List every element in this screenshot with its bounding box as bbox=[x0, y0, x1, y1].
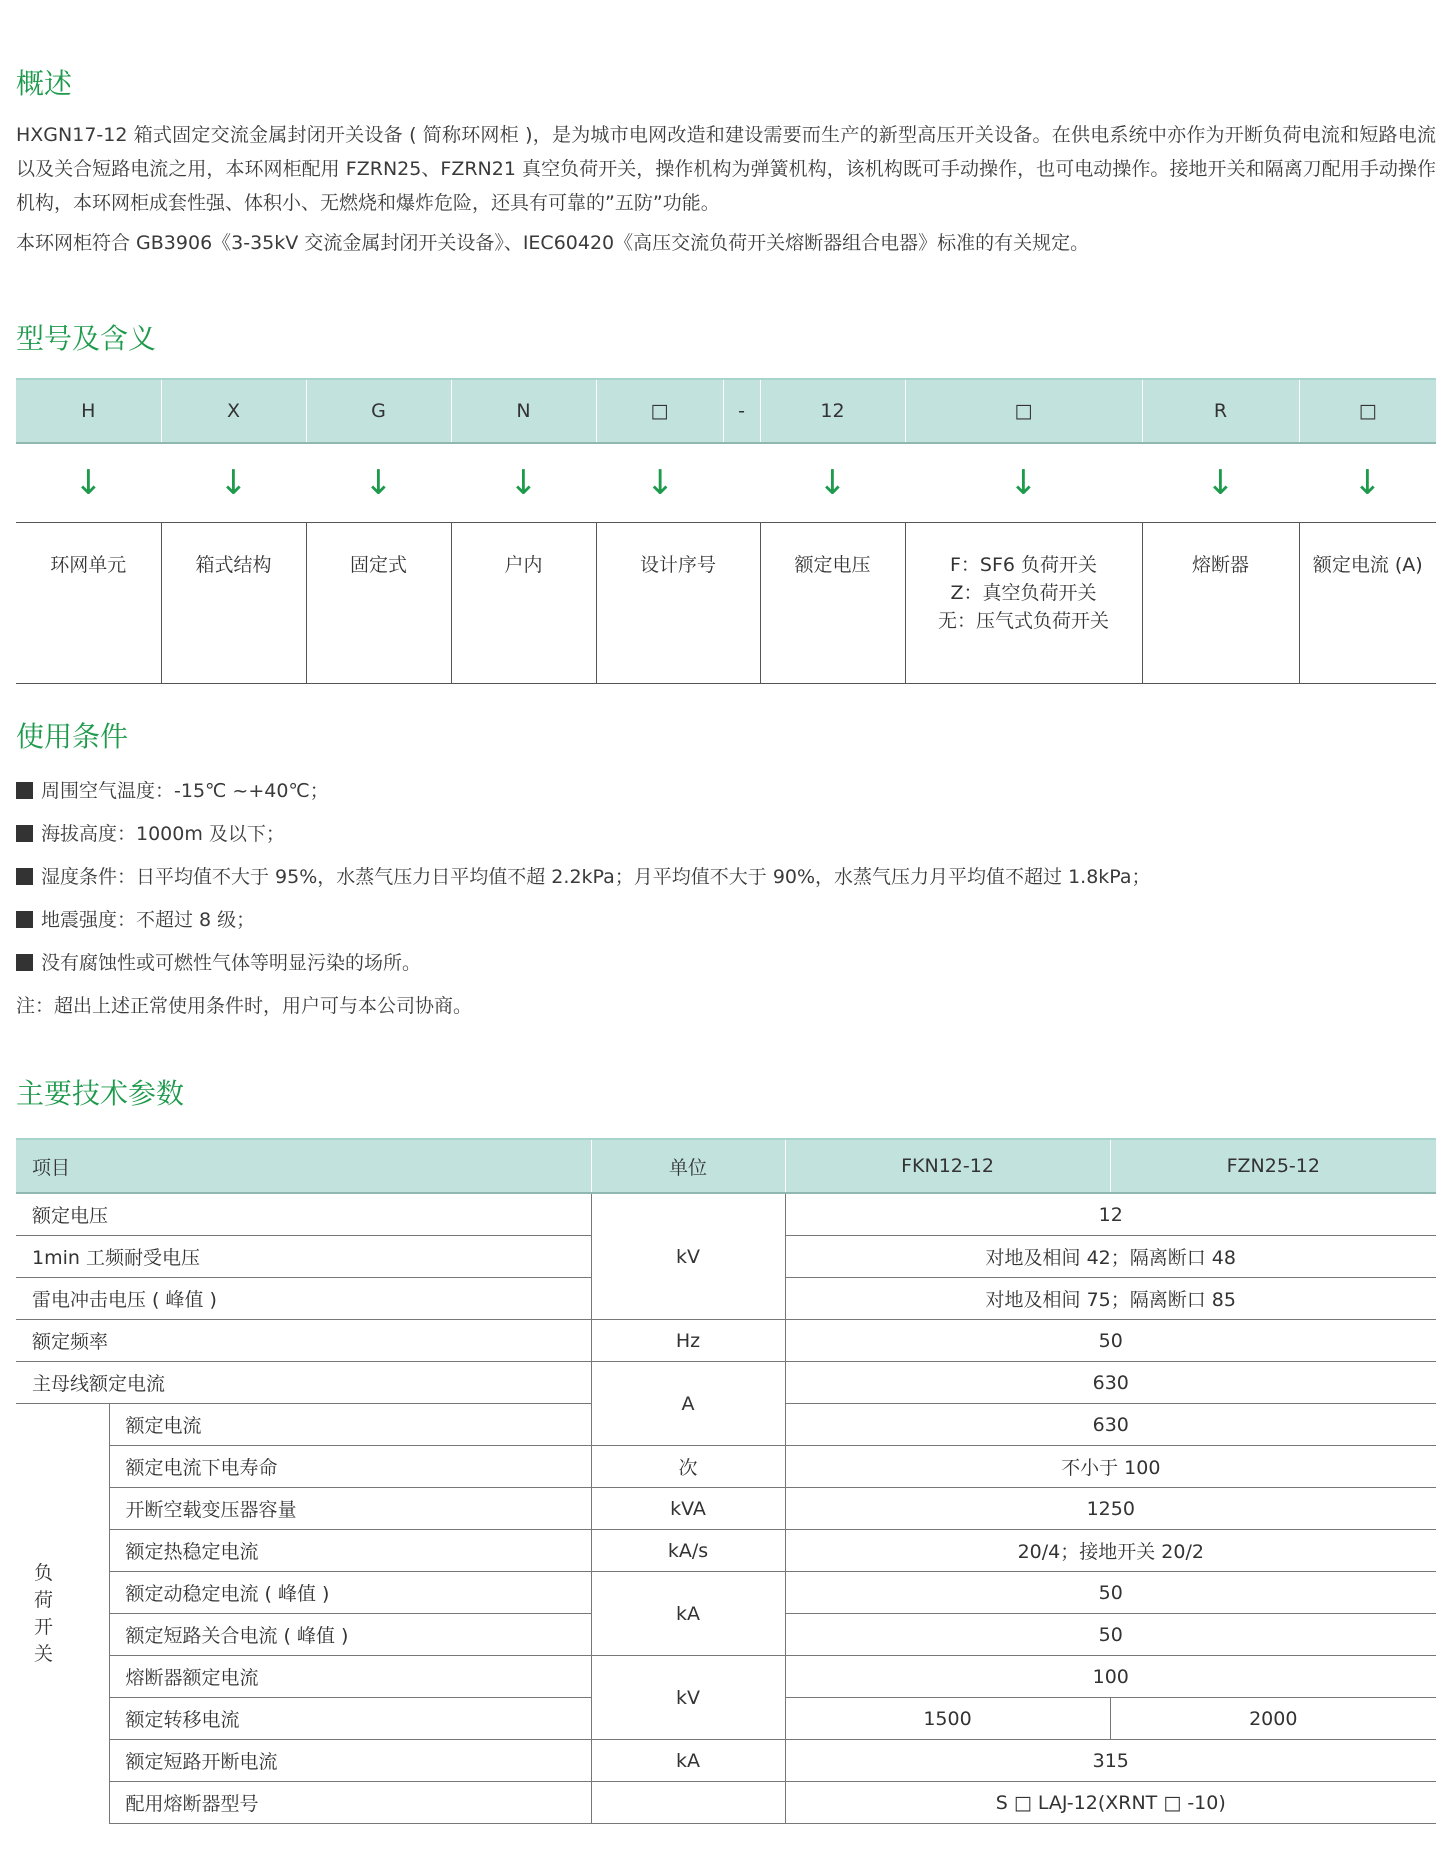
header-unit: 单位 bbox=[591, 1139, 785, 1193]
table-row: 额定短路开断电流 kA 315 bbox=[16, 1740, 1436, 1782]
list-item: 海拔高度：1000m 及以下； bbox=[16, 813, 1151, 856]
overview-paragraph-1: HXGN17-12 箱式固定交流金属封闭开关设备 ( 简称环网柜 )，是为城市电网改造和建设需要而生产的新型高压开关设备。在供电系统中亦作为开断负荷电流和短路电流以及关合短路电流之用，本环网柜配用 FZRN25、FZRN21 真空负荷开关，操作机构为弹簧机构，该机构既可手动操作，也可电动操作。接地开关和隔离刀配用手动操作机构，本环网柜成套性强、体积小、无燃烧和爆炸危险，还具有可靠的”五防”功能。 bbox=[16, 124, 1436, 214]
conditions-list bbox=[16, 770, 1151, 1028]
switch-type-none: 无：压气式负荷开关 bbox=[937, 610, 1109, 632]
meaning-fuse: 熔断器 bbox=[1142, 523, 1299, 684]
meaning-switch-type bbox=[905, 523, 1142, 684]
overview-paragraph-2: 本环网柜符合 GB3906《3-35kV 交流金属封闭开关设备》、IEC60420《高压交流负荷开关熔断器组合电器》标准的有关规定。 bbox=[16, 232, 1090, 254]
bullet-square-icon bbox=[16, 954, 33, 971]
arrow-down-icon: ↓ bbox=[905, 443, 1142, 523]
bullet-square-icon bbox=[16, 911, 33, 928]
bullet-square-icon bbox=[16, 825, 33, 842]
table-row: 开断空载变压器容量 kVA 1250 bbox=[16, 1488, 1436, 1530]
arrow-down-icon: ↓ bbox=[596, 443, 760, 523]
table-row: 额定频率 Hz 50 bbox=[16, 1320, 1436, 1362]
table-row: 主母线额定电流 A 630 bbox=[16, 1362, 1436, 1404]
arrow-down-icon: ↓ bbox=[161, 443, 306, 523]
meaning-indoor: 户内 bbox=[451, 523, 596, 684]
header-fzn: FZN25-12 bbox=[1110, 1139, 1436, 1193]
conditions-note: 注：超出上述正常使用条件时，用户可与本公司协商。 bbox=[16, 995, 473, 1017]
model-code-n: N bbox=[451, 379, 596, 443]
list-item: 周围空气温度：-15℃ ~+40℃； bbox=[16, 770, 1151, 813]
arrow-down-icon: ↓ bbox=[1299, 443, 1436, 523]
bullet-square-icon bbox=[16, 868, 33, 885]
table-row: 额定电流下电寿命 次 不小于 100 bbox=[16, 1446, 1436, 1488]
table-row: 熔断器额定电流 kV 100 bbox=[16, 1656, 1436, 1698]
table-row: 额定电压 kV 12 bbox=[16, 1193, 1436, 1236]
meaning-fixed: 固定式 bbox=[306, 523, 451, 684]
model-heading: 型号及含义 bbox=[16, 322, 157, 355]
params-table bbox=[16, 1138, 1436, 1824]
model-code-switch: □ bbox=[905, 379, 1142, 443]
model-code-current: □ bbox=[1299, 379, 1436, 443]
overview-heading: 概述 bbox=[16, 67, 73, 100]
table-row: 额定热稳定电流 kA/s 20/4；接地开关 20/2 bbox=[16, 1530, 1436, 1572]
model-code-design: □ bbox=[596, 379, 723, 443]
header-fkn: FKN12-12 bbox=[785, 1139, 1110, 1193]
table-row: 雷电冲击电压 ( 峰值 ) 对地及相间 75；隔离断口 85 bbox=[16, 1278, 1436, 1320]
switch-type-f: F：SF6 负荷开关 bbox=[949, 554, 1098, 576]
table-row: 额定转移电流 1500 2000 bbox=[16, 1698, 1436, 1740]
list-item: 地震强度：不超过 8 级； bbox=[16, 899, 1151, 942]
header-item: 项目 bbox=[16, 1139, 591, 1193]
meaning-rated-voltage: 额定电压 bbox=[760, 523, 905, 684]
arrow-down-icon: ↓ bbox=[1142, 443, 1299, 523]
meaning-rated-current: 额定电流 (A) bbox=[1299, 523, 1436, 684]
switch-type-z: Z：真空负荷开关 bbox=[950, 582, 1097, 604]
model-code-r: R bbox=[1142, 379, 1299, 443]
model-table bbox=[16, 378, 1436, 684]
arrow-down-icon: ↓ bbox=[306, 443, 451, 523]
meaning-design-no: 设计序号 bbox=[596, 523, 760, 684]
meaning-ring-unit: 环网单元 bbox=[16, 523, 161, 684]
table-row: 额定动稳定电流 ( 峰值 ) kA 50 bbox=[16, 1572, 1436, 1614]
model-code-g: G bbox=[306, 379, 451, 443]
group-label-load-switch: 负荷开关 bbox=[16, 1404, 109, 1824]
list-item: 湿度条件：日平均值不大于 95%，水蒸气压力日平均值不超 2.2kPa；月平均值不大于 90%，水蒸气压力月平均值不超过 1.8kPa； bbox=[16, 856, 1151, 899]
conditions-heading: 使用条件 bbox=[16, 720, 129, 753]
bullet-square-icon bbox=[16, 782, 33, 799]
table-row: 1min 工频耐受电压 对地及相间 42；隔离断口 48 bbox=[16, 1236, 1436, 1278]
table-row: 配用熔断器型号 S □ LAJ-12(XRNT □ -10) bbox=[16, 1782, 1436, 1824]
model-code-x: X bbox=[161, 379, 306, 443]
table-row: 负荷开关 额定电流 630 bbox=[16, 1404, 1436, 1446]
arrow-down-icon: ↓ bbox=[16, 443, 161, 523]
meaning-box-structure: 箱式结构 bbox=[161, 523, 306, 684]
model-code-voltage: 12 bbox=[760, 379, 905, 443]
arrow-down-icon: ↓ bbox=[451, 443, 596, 523]
params-heading: 主要技术参数 bbox=[16, 1077, 185, 1110]
table-row: 额定短路关合电流 ( 峰值 ) 50 bbox=[16, 1614, 1436, 1656]
model-code-h: H bbox=[16, 379, 161, 443]
arrow-down-icon: ↓ bbox=[760, 443, 905, 523]
model-code-dash: - bbox=[723, 379, 760, 443]
list-item: 没有腐蚀性或可燃性气体等明显污染的场所。 bbox=[16, 942, 1151, 985]
